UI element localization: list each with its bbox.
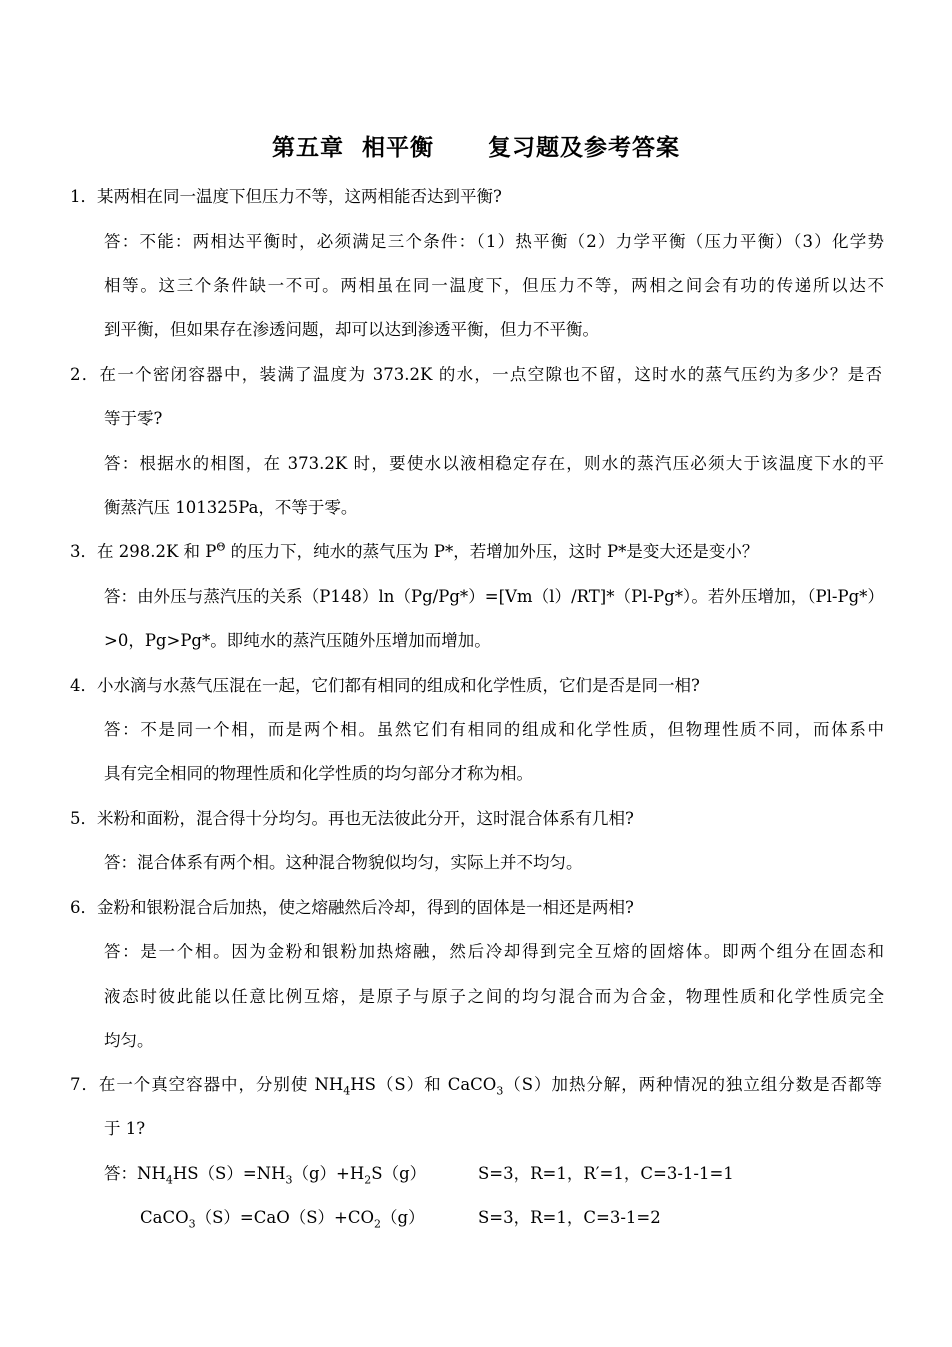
question-2-line-2: 等于零?: [104, 409, 163, 428]
page-title: 第五章 相平衡 复习题及参考答案: [271, 135, 681, 161]
answer-4-line-1: 答：不是同一个相，而是两个相。虽然它们有相同的组成和化学性质，但物理性质不同，而体系中: [104, 720, 884, 739]
answer-7-result-2: S=3，R=1，C=3-1=2: [478, 1208, 661, 1227]
question-3-pre: 3．在 298.2K 和 P: [70, 542, 217, 561]
question-4: 4．小水滴与水蒸气压混在一起，它们都有相同的组成和化学性质，它们是否是同一相?: [70, 676, 700, 695]
answer-6-line-3: 均匀。: [104, 1031, 154, 1050]
answer-6-line-2: 液态时彼此能以任意比例互熔，是原子与原子之间的均匀混合而为合金，物理性质和化学性质完全: [104, 987, 884, 1006]
answer-7-result-1: S=3，R=1，R′=1，C=3-1-1=1: [478, 1164, 734, 1183]
question-3-post: 的压力下，纯水的蒸气压为 P*，若增加外压，这时 P*是变大还是变小？: [225, 542, 759, 561]
answer-7-reaction-1: 答：$NH_4HS(S)=NH_3(g)+H_2S(g)$: [104, 1164, 427, 1187]
answer-2-line-1: 答：根据水的相图，在 373.2K 时，要使水以液相稳定存在，则水的蒸汽压必须大于该温度下水的平: [104, 454, 884, 473]
question-5: 5．米粉和面粉，混合得十分均匀。再也无法彼此分开，这时混合体系有几相?: [70, 809, 634, 828]
answer-1-line-1: 答：不能：两相达平衡时，必须满足三个条件：（1）热平衡（2）力学平衡（压力平衡）（3）化学势: [104, 232, 884, 251]
question-7-line-2: 于 1?: [104, 1119, 146, 1138]
question-3: [70, 541, 758, 563]
answer-3-line-2: >0，Pg>Pg*。即纯水的蒸汽压随外压增加而增加。: [104, 631, 491, 650]
answer-1-line-2: 相等。这三个条件缺一不可。两相虽在同一温度下，但压力不等，两相之间会有功的传递所以达不: [104, 276, 884, 295]
answer-6-line-1: 答：是一个相。因为金粉和银粉加热熔融，然后冷却得到完全互熔的固熔体。即两个组分在固态和: [104, 942, 884, 961]
answer-7-reaction-2: $CaCO_3(S)=CaO(S)+CO_2(g)$: [140, 1208, 425, 1231]
question-2: [70, 364, 882, 386]
question-1: 1．某两相在同一温度下但压力不等，这两相能否达到平衡?: [70, 187, 502, 206]
answer-1-line-3: 到平衡，但如果存在渗透问题，却可以达到渗透平衡，但力不平衡。: [104, 320, 599, 339]
answer-5-line-1: 答：混合体系有两个相。这种混合物貌似均匀，实际上并不均匀。: [104, 853, 583, 872]
answer-3-line-1: 答：由外压与蒸汽压的关系（P148）ln（Pg/Pg*）=[Vm（l）/RT]*（Pl-Pg*）。若外压增加，（Pl-Pg*）: [104, 587, 884, 606]
question-6: 6．金粉和银粉混合后加热，使之熔融然后冷却，得到的固体是一相还是两相?: [70, 898, 634, 917]
answer-2-line-2: 衡蒸汽压 101325Pa，不等于零。: [104, 498, 358, 517]
question-3-theta: Θ: [216, 540, 226, 554]
question-7: 7．在一个真空容器中，分别使 $NH_4HS(S)$和 CaCO$_3$（S）加热分解，两种情况的独立组分数是否都等: [70, 1075, 882, 1098]
answer-4-line-2: 具有完全相同的物理性质和化学性质的均匀部分才称为相。: [104, 764, 533, 783]
question-2-line-1: 2．在一个密闭容器中，装满了温度为 373.2K 的水，一点空隙也不留，这时水的蒸气压约为多少？是否: [70, 365, 882, 384]
